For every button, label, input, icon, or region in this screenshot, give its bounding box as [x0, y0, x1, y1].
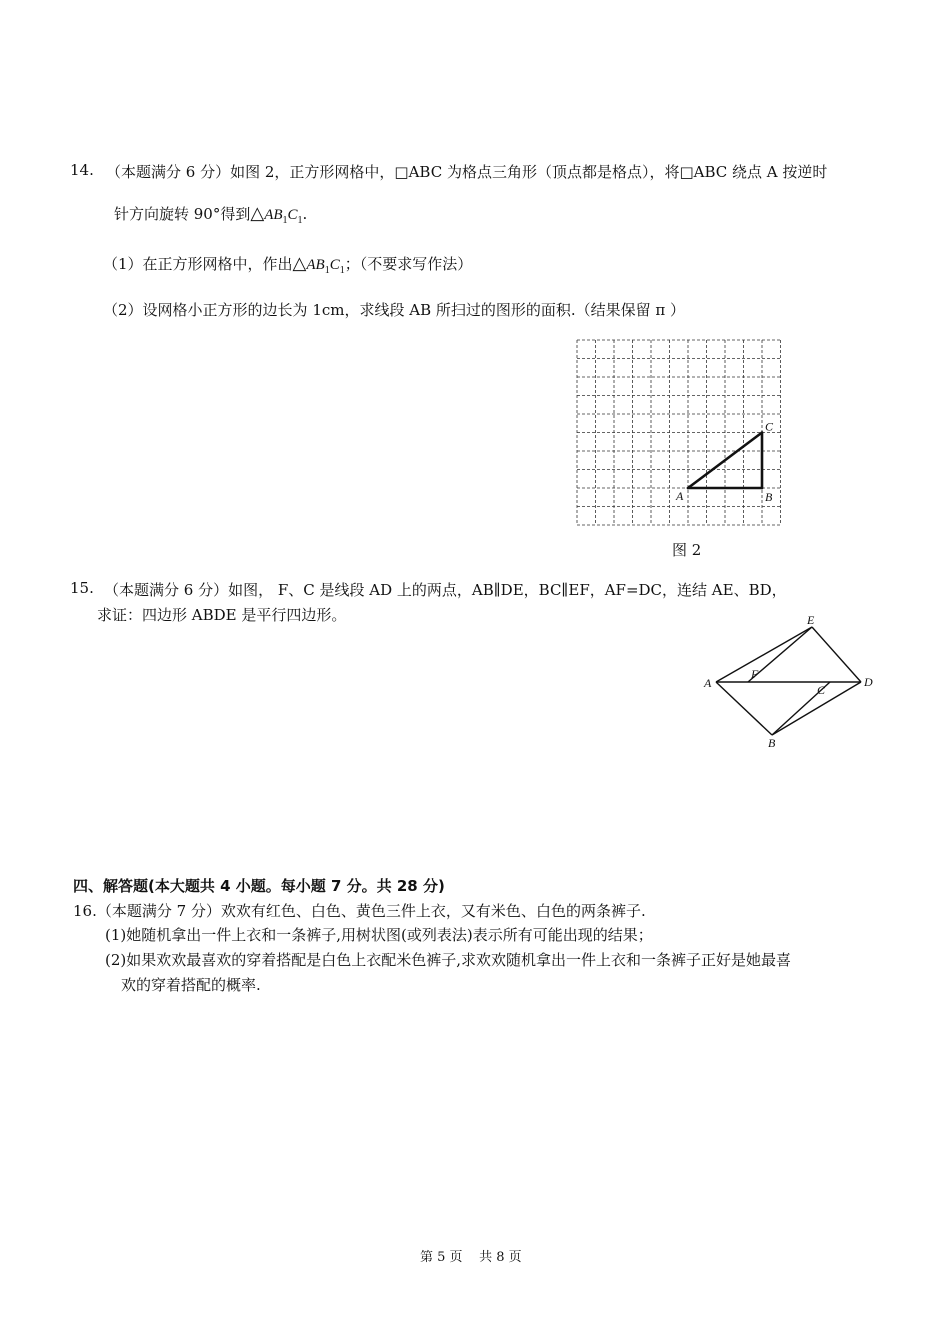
q14-line2-text: 针方向旋转 90°得到: [114, 205, 251, 223]
q15-parallelogram-figure: [700, 610, 890, 755]
label-e: E: [807, 613, 815, 627]
segment-ae: [716, 627, 812, 682]
q16-part2-line2: 欢的穿着搭配的概率.: [121, 976, 261, 994]
footer-total: 共 8 页: [479, 1250, 522, 1265]
q16-part2-line1: (2)如果欢欢最喜欢的穿着搭配是白色上衣配米色裤子,求欢欢随机拿出一件上衣和一条裤子正好是她最喜: [105, 951, 792, 969]
q14-part1-sub2: 1: [339, 265, 345, 276]
q15-number: 15.: [70, 579, 94, 597]
q14-sub1: 1: [282, 215, 288, 226]
triangle-icon: △: [292, 253, 307, 274]
label-a: A: [676, 489, 684, 503]
label-a: A: [704, 676, 712, 690]
label-c: C: [765, 419, 774, 434]
label-d: D: [864, 675, 873, 689]
q14-part1-post: ；（不要求写作法）: [344, 255, 473, 273]
q14-part1: [103, 253, 472, 276]
q14-part2: （2）设网格小正方形的边长为 1cm，求线段 AB 所扫过的图形的面积.（结果保留 π ）: [103, 301, 686, 319]
q15-line2: 求证：四边形 ABDE 是平行四边形。: [97, 606, 347, 624]
q14-line2: [114, 203, 307, 226]
q14-sub2: 1: [297, 215, 303, 226]
q14-tri-ab: AB: [264, 207, 283, 223]
label-b: B: [768, 736, 776, 750]
footer: [420, 1246, 522, 1265]
q14-number: 14.: [70, 161, 94, 179]
segment-ba: [716, 682, 772, 735]
footer-page: 第 5 页: [420, 1250, 463, 1265]
triangle-icon: △: [250, 203, 265, 224]
q16-line1: 16.（本题满分 7 分）欢欢有红色、白色、黄色三件上衣，又有米色、白色的两条裤子.: [73, 902, 646, 920]
q15-line1: （本题满分 6 分）如图， F、C 是线段 AD 上的两点，AB∥DE，BC∥EF，AF=DC，连结 AE、BD，: [104, 581, 787, 599]
q14-tri-c: C: [287, 207, 298, 223]
q16-part1: (1)她随机拿出一件上衣和一条裤子,用树状图(或列表法)表示所有可能出现的结果；: [105, 926, 653, 944]
q14-line2-end: .: [302, 205, 308, 223]
label-c: C: [817, 683, 826, 697]
q14-part1-pre: （1）在正方形网格中，作出: [103, 255, 293, 273]
section4-heading: 四、解答题(本大题共 4 小题。每小题 7 分。共 28 分): [73, 877, 445, 895]
q14-grid-figure: [570, 335, 790, 535]
q14-line1: （本题满分 6 分）如图 2，正方形网格中，□ABC 为格点三角形（顶点都是格点），将□ABC 绕点 A 按逆时: [106, 163, 828, 181]
q14-part1-sub1: 1: [324, 265, 330, 276]
label-f: F: [751, 667, 759, 681]
label-b: B: [765, 490, 773, 504]
q14-part1-ab: AB: [306, 257, 325, 273]
segment-ed: [812, 627, 861, 682]
q14-part1-c: C: [329, 257, 340, 273]
figure2-caption: 图 2: [672, 541, 702, 559]
